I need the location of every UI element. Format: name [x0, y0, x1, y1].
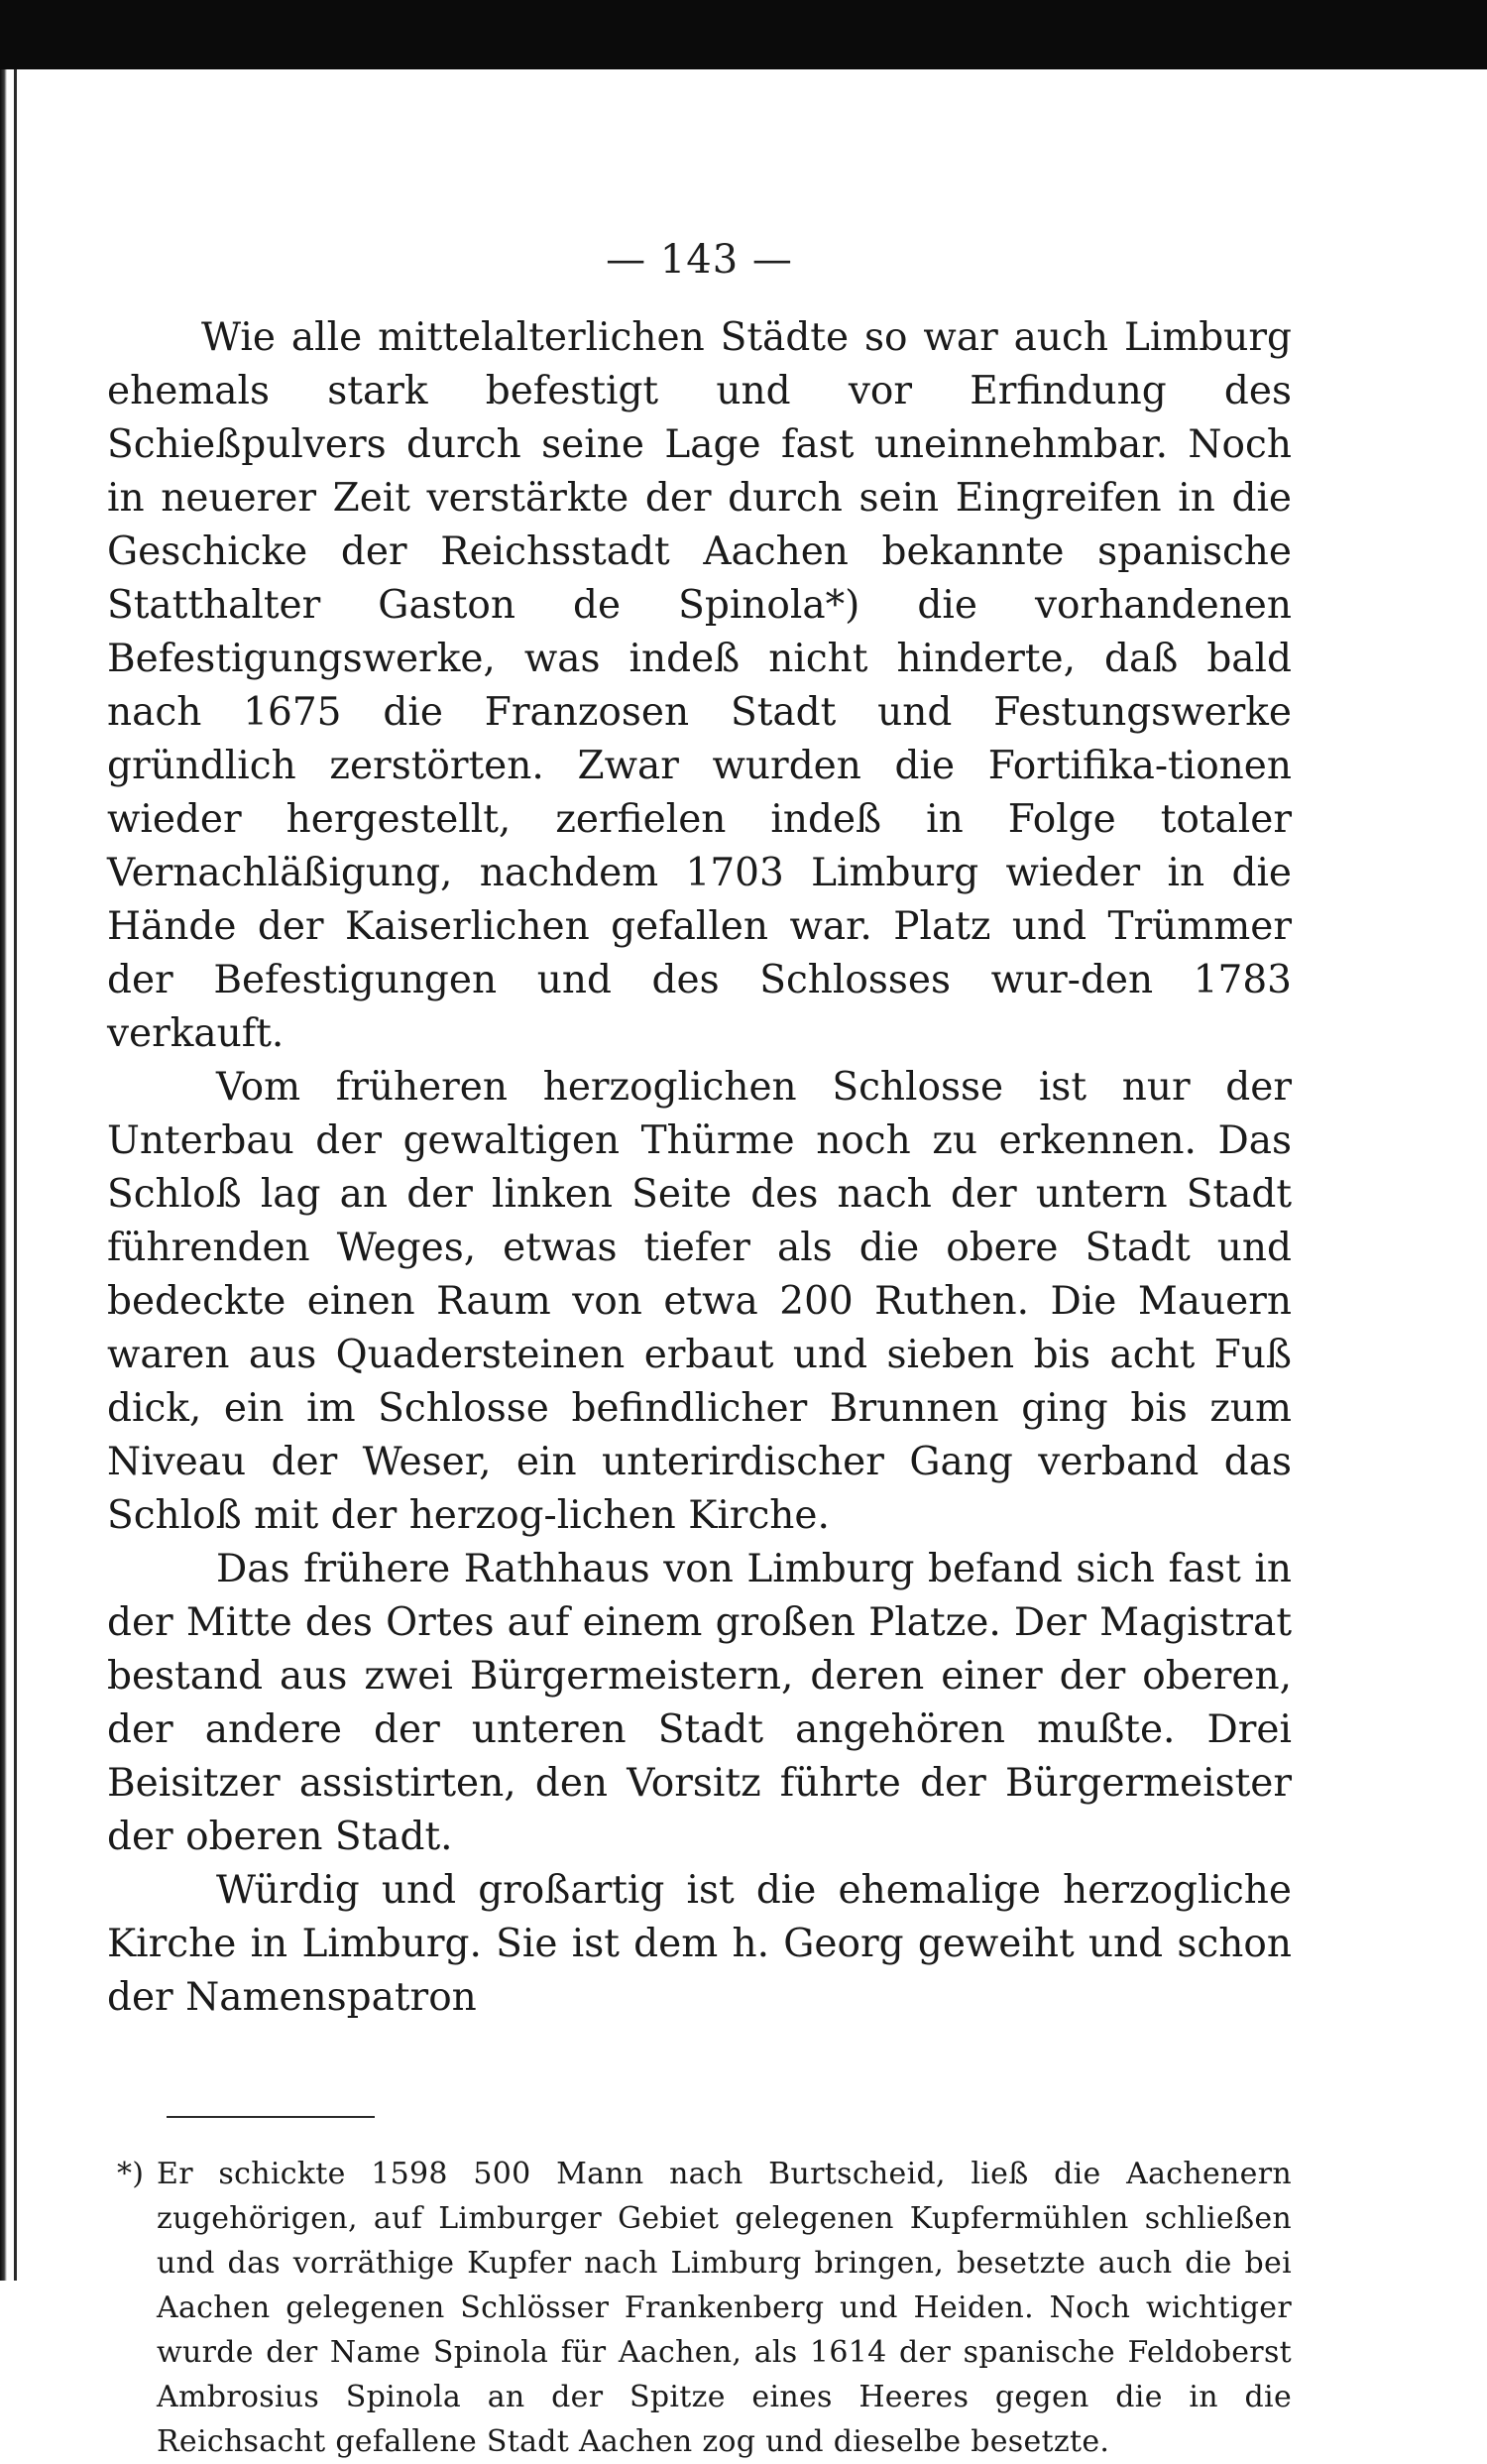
body-text — [107, 311, 1292, 2025]
footnote-marker: *) — [117, 2157, 145, 2191]
scan-left-border — [0, 69, 7, 2281]
footnote — [107, 2152, 1292, 2464]
footnote-rule — [167, 2116, 375, 2118]
page-number: — 143 — — [606, 237, 793, 283]
paragraph-church: Würdig und großartig ist die ehemalige herzogliche Kirche in Limburg. Sie ist dem h. Georg geweiht und schon der Namenspatron — [107, 1868, 1292, 2020]
scan-top-border — [0, 0, 1487, 69]
paragraph-fortifications: Wie alle mittelalterlichen Städte so war auch Limburg ehemals stark befestigt und vor Erfindung des Schießpulvers durch seine Lage fast uneinnehmbar. Noch in neuerer Zeit verstärkte der durch sein Eingreifen in die Geschicke der Reichsstadt Aachen bekannte spanische Statthalter Gaston de Spinola*) die vorhandenen Befestigungswerke, was indeß nicht hinderte, daß bald nach 1675 die Franzosen Stadt und Festungswerke gründlich zerstörten. Zwar wurden die Fortifika-tionen wieder hergestellt, zerfielen indeß in Folge totaler Vernachläßigung, nachdem 1703 Limburg wieder in die Hände der Kaiserlichen gefallen war. Platz und Trümmer der Befestigungen und des Schlosses wur-den 1783 verkauft. — [107, 315, 1292, 1056]
binding-line — [14, 69, 17, 2281]
paragraph-castle: Vom früheren herzoglichen Schlosse ist nur der Unterbau der gewaltigen Thürme noch zu erkennen. Das Schloß lag an der linken Seite des nach der untern Stadt führenden Weges, etwas tiefer als die obere Stadt und bedeckte einen Raum von etwa 200 Ruthen. Die Mauern waren aus Quadersteinen erbaut und sieben bis acht Fuß dick, ein im Schlosse befindlicher Brunnen ging bis zum Niveau der Weser, ein unterirdischer Gang verband das Schloß mit der herzog-lichen Kirche. — [107, 1065, 1292, 1538]
footnote-text: Er schickte 1598 500 Mann nach Burtscheid, ließ die Aachenern zugehörigen, auf Limburger Gebiet gelegenen Kupfermühlen schließen und das vorräthige Kupfer nach Limburg bringen, besetzte auch die bei Aachen gelegenen Schlösser Frankenberg und Heiden. Noch wichtiger wurde der Name Spinola für Aachen, als 1614 der spanische Feldoberst Ambrosius Spinola an der Spitze eines Heeres gegen die in die Reichsacht gefallene Stadt Aachen zog und dieselbe besetzte. — [157, 2157, 1292, 2459]
book-page — [107, 228, 1292, 2464]
paragraph-town-hall: Das frühere Rathhaus von Limburg befand sich fast in der Mitte des Ortes auf einem großen Platze. Der Magistrat bestand aus zwei Bürgermeistern, deren einer der oberen, der andere der unteren Stadt angehören mußte. Drei Beisitzer assistirten, den Vorsitz führte der Bürgermeister der oberen Stadt. — [107, 1547, 1292, 1859]
